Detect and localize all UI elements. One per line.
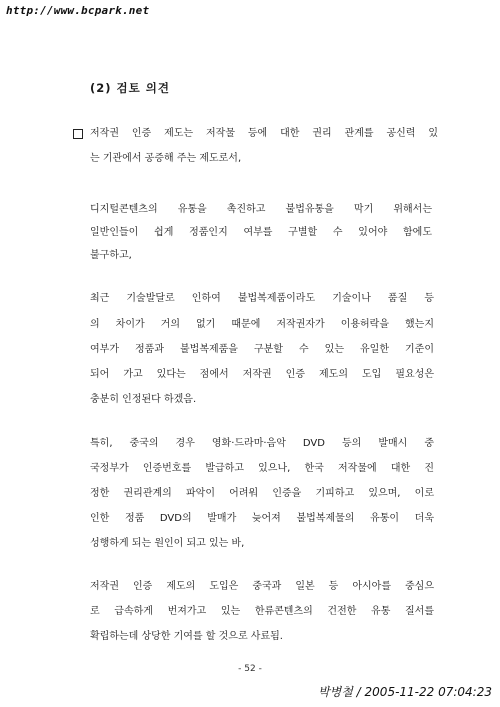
paragraph-3-line-4: 되어 가고 있다는 점에서 저작권 인증 제도의 도입 필요성은	[90, 369, 434, 380]
paragraph-2-line-1: 디지털콘텐츠의 유통을 촉진하고 불법유통을 막기 위해서는	[90, 204, 432, 215]
paragraph-4-line-3: 정한 권리관계의 파악이 어려워 인증을 기피하고 있으며, 이로	[90, 488, 434, 499]
paragraph-4-line-5: 성행하게 되는 원인이 되고 있는 바,	[90, 538, 245, 549]
paragraph-3-line-2: 의 차이가 거의 없기 때문에 저작권자가 이용허락을 했는지	[90, 319, 434, 330]
section-heading: (2) 검토 의견	[90, 81, 170, 95]
paragraph-3-line-3: 여부가 정품과 불법복제품을 구분할 수 있는 유일한 기준이	[90, 344, 434, 355]
paragraph-1-line-2: 는 기관에서 공증해 주는 제도로서,	[90, 153, 242, 164]
paragraph-4-line-1: 특히, 중국의 경우 영화·드라마·음악 DVD 등의 발매시 중	[90, 438, 434, 449]
paragraph-3-line-5: 충분히 인정된다 하겠음.	[90, 394, 197, 405]
watermark-url: http://www.bcpark.net	[6, 4, 150, 17]
paragraph-2-line-2: 일반인들이 쉽게 정품인지 여부를 구별할 수 있어야 함에도	[90, 227, 432, 238]
paragraph-2-line-3: 불구하고,	[90, 250, 132, 261]
paragraph-5-line-2: 로 급속하게 번져가고 있는 한류콘텐츠의 건전한 유통 질서를	[90, 606, 434, 617]
paragraph-4-line-4: 인한 정품 DVD의 발매가 늦어져 불법복제물의 유통이 더욱	[90, 513, 434, 524]
paragraph-1-line-1: 저작권 인증 제도는 저작물 등에 대한 권리 관계를 공신력 있	[90, 128, 438, 139]
paragraph-3-line-1: 최근 기술발달로 인하여 불법복제품이라도 기술이나 품질 등	[90, 293, 434, 304]
page-number: - 52 -	[238, 664, 262, 674]
paragraph-5-line-1: 저작권 인증 제도의 도입은 중국과 일본 등 아시아를 중심으	[90, 581, 434, 592]
author-timestamp-stamp: 박병철 / 2005-11-22 07:04:23	[318, 685, 492, 699]
bullet-square-icon	[73, 129, 83, 139]
paragraph-5-line-3: 확립하는데 상당한 기여를 할 것으로 사료됨.	[90, 631, 283, 642]
paragraph-4-line-2: 국정부가 인증번호를 발급하고 있으나, 한국 저작물에 대한 진	[90, 463, 434, 474]
